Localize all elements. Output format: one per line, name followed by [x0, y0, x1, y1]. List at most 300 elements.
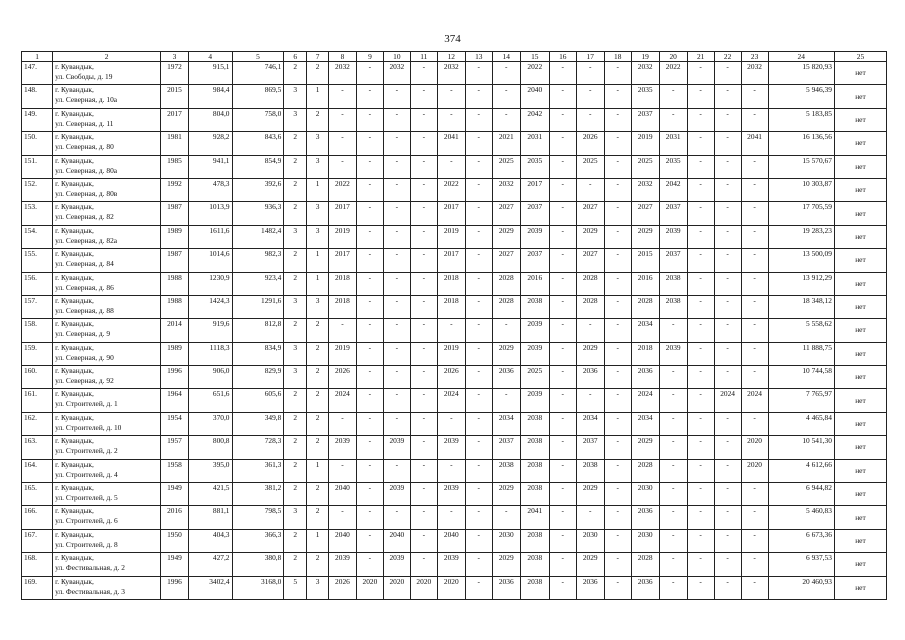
cell-col-11: -: [410, 342, 437, 365]
cell-col-5: 605,6: [232, 389, 284, 412]
cell-col-7: 2: [307, 62, 329, 85]
cell-col-18: -: [604, 436, 631, 459]
address-cell: [53, 295, 161, 318]
address-street: ул. Северная, д. 80: [55, 142, 114, 152]
cell-col-20: 2031: [659, 132, 687, 155]
cell-col-6: 2: [284, 483, 307, 506]
table-row: [22, 155, 887, 178]
cell-col-13: -: [465, 202, 492, 225]
cell-col-7: 1: [307, 529, 329, 552]
cell-col-7: 2: [307, 412, 329, 435]
cell-col-18: -: [604, 553, 631, 576]
cell-col-13: -: [465, 576, 492, 599]
cell-col-23: -: [741, 366, 768, 389]
cell-col-25: нет: [834, 202, 886, 225]
address-city: г. Кувандык,: [55, 436, 94, 446]
cell-col-25: нет: [834, 295, 886, 318]
address-street: ул. Строителей, д. 2: [55, 446, 118, 456]
cell-col-13: -: [465, 529, 492, 552]
cell-col-12: -: [437, 108, 465, 131]
cell-col-11: -: [410, 155, 437, 178]
cell-col-20: -: [659, 459, 687, 482]
cell-col-12: 2017: [437, 202, 465, 225]
cell-col-20: 2037: [659, 249, 687, 272]
cell-col-8: 2017: [328, 249, 356, 272]
cell-col-14: 2036: [492, 576, 520, 599]
cell-col-15: 2031: [520, 132, 549, 155]
cell-col-5: 1291,6: [232, 295, 284, 318]
cell-col-20: -: [659, 319, 687, 342]
cell-col-14: 2029: [492, 553, 520, 576]
cell-col-19: 2028: [631, 295, 659, 318]
cell-col-24: 18 348,12: [768, 295, 834, 318]
cell-col-3: 2016: [160, 506, 188, 529]
cell-col-4: 1611,6: [188, 225, 232, 248]
cell-col-22: -: [714, 155, 741, 178]
cell-col-7: 3: [307, 155, 329, 178]
cell-col-12: -: [437, 155, 465, 178]
table-row: [22, 132, 887, 155]
cell-col-3: 2017: [160, 108, 188, 131]
cell-col-8: -: [328, 108, 356, 131]
address-street: ул. Строителей, д. 6: [55, 516, 118, 526]
cell-col-10: 2020: [383, 576, 410, 599]
cell-col-24: 5 946,39: [768, 85, 834, 108]
address-city: г. Кувандык,: [55, 412, 94, 422]
cell-col-18: -: [604, 225, 631, 248]
address-cell: [53, 483, 161, 506]
cell-col-6: 2: [284, 319, 307, 342]
table-row: [22, 225, 887, 248]
cell-col-23: 2020: [741, 459, 768, 482]
cell-col-24: 17 705,59: [768, 202, 834, 225]
cell-col-18: -: [604, 342, 631, 365]
row-number-cell: 162.: [22, 412, 53, 435]
cell-col-14: 2029: [492, 225, 520, 248]
cell-col-23: -: [741, 108, 768, 131]
cell-col-7: 1: [307, 459, 329, 482]
address-street: ул. Фестивальная, д. 3: [55, 586, 125, 596]
cell-col-24: 20 460,93: [768, 576, 834, 599]
cell-col-17: 2029: [576, 342, 604, 365]
table-row: [22, 272, 887, 295]
address-city: г. Кувандык,: [55, 506, 94, 516]
address-cell: [53, 389, 161, 412]
column-header-1: 1: [22, 52, 53, 62]
cell-col-3: 1987: [160, 202, 188, 225]
cell-col-12: -: [437, 459, 465, 482]
cell-col-8: 2026: [328, 366, 356, 389]
column-header-13: 13: [465, 52, 492, 62]
cell-col-3: 1950: [160, 529, 188, 552]
row-number-cell: 169.: [22, 576, 53, 599]
cell-col-11: -: [410, 529, 437, 552]
cell-col-18: -: [604, 85, 631, 108]
cell-col-16: -: [549, 412, 576, 435]
cell-col-14: 2030: [492, 529, 520, 552]
address-city: г. Кувандык,: [55, 459, 94, 469]
cell-col-21: -: [687, 85, 714, 108]
cell-col-25: нет: [834, 108, 886, 131]
cell-col-4: 915,1: [188, 62, 232, 85]
cell-col-19: 2036: [631, 366, 659, 389]
cell-col-4: 919,6: [188, 319, 232, 342]
address-street: ул. Строителей, д. 8: [55, 539, 118, 549]
cell-col-11: -: [410, 366, 437, 389]
cell-col-12: 2040: [437, 529, 465, 552]
cell-col-18: -: [604, 412, 631, 435]
cell-col-22: -: [714, 366, 741, 389]
cell-col-15: 2038: [520, 576, 549, 599]
cell-col-13: -: [465, 108, 492, 131]
cell-col-18: -: [604, 459, 631, 482]
cell-col-19: 2030: [631, 483, 659, 506]
cell-col-25: нет: [834, 272, 886, 295]
cell-col-24: 16 136,56: [768, 132, 834, 155]
cell-col-16: -: [549, 483, 576, 506]
table-row: [22, 506, 887, 529]
cell-col-10: 2040: [383, 529, 410, 552]
cell-col-23: -: [741, 576, 768, 599]
column-header-16: 16: [549, 52, 576, 62]
cell-col-17: 2037: [576, 436, 604, 459]
cell-col-15: 2039: [520, 225, 549, 248]
cell-col-11: 2020: [410, 576, 437, 599]
cell-col-7: 3: [307, 132, 329, 155]
cell-col-22: -: [714, 225, 741, 248]
cell-col-7: 2: [307, 506, 329, 529]
address-street: ул. Северная, д. 11: [55, 118, 114, 128]
cell-col-9: -: [356, 459, 383, 482]
cell-col-24: 6 944,82: [768, 483, 834, 506]
cell-col-12: 2032: [437, 62, 465, 85]
table-row: [22, 202, 887, 225]
cell-col-8: 2024: [328, 389, 356, 412]
cell-col-23: -: [741, 483, 768, 506]
cell-col-11: -: [410, 389, 437, 412]
cell-col-15: 2038: [520, 529, 549, 552]
cell-col-21: -: [687, 553, 714, 576]
cell-col-9: -: [356, 342, 383, 365]
cell-col-19: 2024: [631, 389, 659, 412]
cell-col-6: 2: [284, 529, 307, 552]
cell-col-23: -: [741, 295, 768, 318]
cell-col-16: -: [549, 436, 576, 459]
cell-col-22: -: [714, 108, 741, 131]
address-street: ул. Строителей, д. 10: [55, 422, 122, 432]
cell-col-7: 1: [307, 272, 329, 295]
cell-col-10: -: [383, 249, 410, 272]
cell-col-19: 2028: [631, 553, 659, 576]
cell-col-22: -: [714, 436, 741, 459]
cell-col-16: -: [549, 178, 576, 201]
cell-col-16: -: [549, 85, 576, 108]
cell-col-14: 2036: [492, 366, 520, 389]
cell-col-25: нет: [834, 483, 886, 506]
address-cell: [53, 202, 161, 225]
row-number-cell: 150.: [22, 132, 53, 155]
address-city: г. Кувандык,: [55, 155, 94, 165]
address-cell: [53, 178, 161, 201]
cell-col-18: -: [604, 155, 631, 178]
cell-col-13: -: [465, 389, 492, 412]
cell-col-15: 2039: [520, 389, 549, 412]
cell-col-14: 2027: [492, 202, 520, 225]
cell-col-13: -: [465, 178, 492, 201]
cell-col-16: -: [549, 225, 576, 248]
address-city: г. Кувандык,: [55, 62, 94, 71]
cell-col-17: -: [576, 178, 604, 201]
cell-col-17: 2025: [576, 155, 604, 178]
cell-col-8: -: [328, 155, 356, 178]
cell-col-20: -: [659, 412, 687, 435]
cell-col-5: 869,5: [232, 85, 284, 108]
cell-col-4: 941,1: [188, 155, 232, 178]
column-header-19: 19: [631, 52, 659, 62]
cell-col-16: -: [549, 62, 576, 85]
column-header-20: 20: [659, 52, 687, 62]
cell-col-15: 2039: [520, 342, 549, 365]
cell-col-21: -: [687, 319, 714, 342]
cell-col-22: -: [714, 249, 741, 272]
cell-col-25: нет: [834, 366, 886, 389]
cell-col-11: -: [410, 436, 437, 459]
row-number-cell: 159.: [22, 342, 53, 365]
cell-col-22: -: [714, 576, 741, 599]
cell-col-19: 2028: [631, 459, 659, 482]
cell-col-25: нет: [834, 506, 886, 529]
table-row: [22, 436, 887, 459]
cell-col-14: 2027: [492, 249, 520, 272]
cell-col-5: 349,8: [232, 412, 284, 435]
cell-col-13: -: [465, 225, 492, 248]
cell-col-7: 2: [307, 436, 329, 459]
table-body: [22, 62, 887, 600]
cell-col-24: 4 612,66: [768, 459, 834, 482]
cell-col-5: 3168,0: [232, 576, 284, 599]
cell-col-17: 2029: [576, 225, 604, 248]
cell-col-20: 2022: [659, 62, 687, 85]
cell-col-19: 2035: [631, 85, 659, 108]
address-street: ул. Строителей, д. 1: [55, 399, 118, 409]
cell-col-20: -: [659, 436, 687, 459]
column-header-9: 9: [356, 52, 383, 62]
address-cell: [53, 225, 161, 248]
cell-col-17: 2027: [576, 202, 604, 225]
cell-col-4: 804,0: [188, 108, 232, 131]
cell-col-20: 2038: [659, 295, 687, 318]
table-header: [22, 52, 887, 62]
address-cell: [53, 342, 161, 365]
cell-col-17: 2028: [576, 272, 604, 295]
cell-col-15: 2038: [520, 553, 549, 576]
cell-col-7: 3: [307, 225, 329, 248]
table-row: [22, 108, 887, 131]
cell-col-8: 2040: [328, 529, 356, 552]
cell-col-23: -: [741, 249, 768, 272]
row-number-cell: 149.: [22, 108, 53, 131]
cell-col-24: 10 303,87: [768, 178, 834, 201]
cell-col-25: нет: [834, 249, 886, 272]
cell-col-12: -: [437, 412, 465, 435]
cell-col-19: 2032: [631, 62, 659, 85]
cell-col-11: -: [410, 483, 437, 506]
cell-col-21: -: [687, 249, 714, 272]
cell-col-5: 834,9: [232, 342, 284, 365]
cell-col-25: нет: [834, 529, 886, 552]
cell-col-16: -: [549, 366, 576, 389]
cell-col-17: 2036: [576, 366, 604, 389]
cell-col-25: нет: [834, 412, 886, 435]
cell-col-25: нет: [834, 342, 886, 365]
cell-col-23: 2024: [741, 389, 768, 412]
cell-col-3: 1996: [160, 576, 188, 599]
cell-col-5: 798,5: [232, 506, 284, 529]
cell-col-9: -: [356, 295, 383, 318]
cell-col-21: -: [687, 366, 714, 389]
cell-col-10: -: [383, 85, 410, 108]
table-row: [22, 342, 887, 365]
cell-col-10: -: [383, 108, 410, 131]
cell-col-25: нет: [834, 132, 886, 155]
cell-col-8: 2040: [328, 483, 356, 506]
cell-col-17: 2026: [576, 132, 604, 155]
cell-col-5: 854,9: [232, 155, 284, 178]
cell-col-12: 2017: [437, 249, 465, 272]
cell-col-16: -: [549, 342, 576, 365]
cell-col-24: 7 765,97: [768, 389, 834, 412]
cell-col-22: -: [714, 506, 741, 529]
cell-col-24: 6 937,53: [768, 553, 834, 576]
cell-col-9: -: [356, 389, 383, 412]
cell-col-10: -: [383, 342, 410, 365]
cell-col-13: -: [465, 553, 492, 576]
cell-col-21: -: [687, 576, 714, 599]
cell-col-22: -: [714, 553, 741, 576]
cell-col-10: 2039: [383, 436, 410, 459]
cell-col-24: 13 500,09: [768, 249, 834, 272]
cell-col-9: -: [356, 483, 383, 506]
cell-col-6: 3: [284, 225, 307, 248]
address-street: ул. Северная, д. 92: [55, 376, 114, 386]
cell-col-15: 2042: [520, 108, 549, 131]
cell-col-3: 1988: [160, 272, 188, 295]
cell-col-3: 1992: [160, 178, 188, 201]
cell-col-21: -: [687, 483, 714, 506]
cell-col-15: 2016: [520, 272, 549, 295]
cell-col-10: -: [383, 155, 410, 178]
row-number-cell: 161.: [22, 389, 53, 412]
header-row: [22, 52, 887, 62]
cell-col-7: 1: [307, 178, 329, 201]
cell-col-16: -: [549, 459, 576, 482]
cell-col-23: 2041: [741, 132, 768, 155]
cell-col-18: -: [604, 389, 631, 412]
cell-col-21: -: [687, 132, 714, 155]
cell-col-9: 2020: [356, 576, 383, 599]
cell-col-16: -: [549, 529, 576, 552]
cell-col-20: 2037: [659, 202, 687, 225]
address-cell: [53, 272, 161, 295]
cell-col-19: 2036: [631, 506, 659, 529]
cell-col-21: -: [687, 436, 714, 459]
cell-col-8: -: [328, 459, 356, 482]
table-row: [22, 295, 887, 318]
cell-col-15: 2022: [520, 62, 549, 85]
cell-col-25: нет: [834, 225, 886, 248]
cell-col-23: -: [741, 178, 768, 201]
cell-col-6: 2: [284, 249, 307, 272]
cell-col-18: -: [604, 366, 631, 389]
cell-col-8: 2019: [328, 342, 356, 365]
row-number-cell: 160.: [22, 366, 53, 389]
cell-col-17: 2038: [576, 459, 604, 482]
cell-col-20: 2042: [659, 178, 687, 201]
address-cell: [53, 529, 161, 552]
address-street: ул. Строителей, д. 4: [55, 469, 118, 479]
cell-col-14: -: [492, 389, 520, 412]
cell-col-4: 1014,6: [188, 249, 232, 272]
cell-col-12: 2039: [437, 483, 465, 506]
cell-col-10: -: [383, 132, 410, 155]
cell-col-20: -: [659, 389, 687, 412]
cell-col-10: 2039: [383, 483, 410, 506]
address-city: г. Кувандык,: [55, 529, 94, 539]
address-street: ул. Свободы, д. 19: [55, 72, 113, 81]
cell-col-6: 3: [284, 108, 307, 131]
cell-col-3: 1989: [160, 342, 188, 365]
column-header-2: 2: [53, 52, 161, 62]
cell-col-17: 2029: [576, 553, 604, 576]
address-street: ул. Северная, д. 82: [55, 212, 114, 222]
cell-col-8: 2018: [328, 272, 356, 295]
cell-col-12: 2018: [437, 295, 465, 318]
cell-col-8: 2022: [328, 178, 356, 201]
cell-col-4: 478,3: [188, 178, 232, 201]
cell-col-8: -: [328, 506, 356, 529]
cell-col-15: 2037: [520, 249, 549, 272]
cell-col-20: -: [659, 366, 687, 389]
cell-col-3: 1989: [160, 225, 188, 248]
column-header-14: 14: [492, 52, 520, 62]
cell-col-19: 2034: [631, 319, 659, 342]
cell-col-7: 2: [307, 483, 329, 506]
cell-col-17: -: [576, 506, 604, 529]
cell-col-21: -: [687, 459, 714, 482]
cell-col-8: 2017: [328, 202, 356, 225]
cell-col-24: 5 183,85: [768, 108, 834, 131]
cell-col-9: -: [356, 366, 383, 389]
cell-col-6: 2: [284, 553, 307, 576]
cell-col-24: 15 820,93: [768, 62, 834, 85]
cell-col-14: -: [492, 319, 520, 342]
cell-col-21: -: [687, 342, 714, 365]
cell-col-6: 2: [284, 412, 307, 435]
column-header-10: 10: [383, 52, 410, 62]
cell-col-4: 395,0: [188, 459, 232, 482]
row-number-cell: 168.: [22, 553, 53, 576]
cell-col-11: -: [410, 249, 437, 272]
cell-col-5: 361,3: [232, 459, 284, 482]
cell-col-14: 2034: [492, 412, 520, 435]
cell-col-13: -: [465, 436, 492, 459]
address-cell: [53, 412, 161, 435]
cell-col-5: 746,1: [232, 62, 284, 85]
row-number-cell: 151.: [22, 155, 53, 178]
cell-col-6: 3: [284, 85, 307, 108]
cell-col-4: 427,2: [188, 553, 232, 576]
cell-col-11: -: [410, 272, 437, 295]
